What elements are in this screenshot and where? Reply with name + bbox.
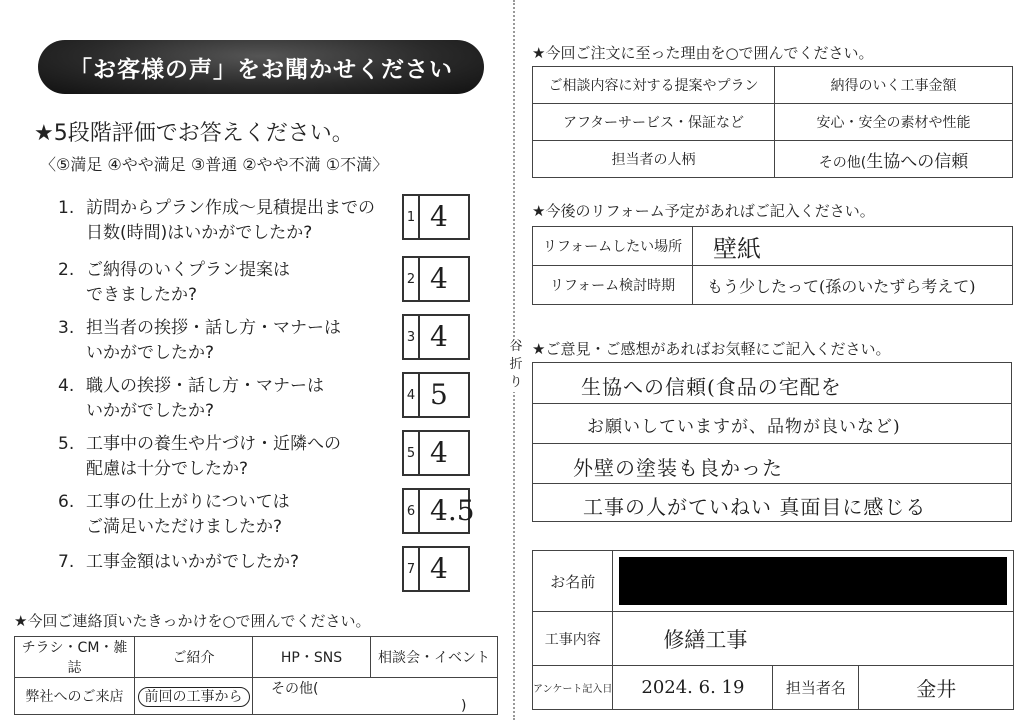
- option-flyer[interactable]: チラシ・CM・雑誌: [15, 637, 135, 678]
- question-3: 3. 担当者の挨拶・話し方・マナーは いかがでしたか?: [58, 318, 341, 363]
- reason-options-table: [532, 66, 1013, 178]
- answer-box-6[interactable]: 6 4.5: [402, 488, 470, 534]
- contact-options-table: [14, 636, 498, 715]
- reason-other-value: 生協への信頼: [866, 151, 969, 172]
- staff-value[interactable]: 金井: [859, 666, 1014, 710]
- plan-time-label: リフォーム検討時期: [533, 266, 693, 305]
- date-value[interactable]: 2024. 6. 19: [613, 666, 773, 710]
- reason-price[interactable]: 納得のいく工事金額: [775, 67, 1013, 104]
- opinion-line-3: 外壁の塗装も良かった: [573, 456, 783, 480]
- answer-value-6: 4.5: [430, 494, 475, 527]
- reason-materials[interactable]: 安心・安全の素材や性能: [775, 104, 1013, 141]
- question-4: 4. 職人の挨拶・話し方・マナーは いかがでしたか?: [58, 376, 324, 421]
- staff-label: 担当者名: [773, 666, 859, 710]
- fold-label: 谷折り: [509, 339, 523, 390]
- opinion-line-4: 工事の人がていねい 真面目に感じる: [583, 495, 927, 519]
- answer-value-2: 4: [430, 262, 448, 295]
- option-referral[interactable]: ご紹介: [135, 637, 253, 678]
- option-hp-sns[interactable]: HP・SNS: [253, 637, 371, 678]
- plan-section-title: ★今後のリフォーム予定があればご記入ください。: [532, 202, 875, 220]
- answer-value-1: 4: [430, 200, 448, 233]
- question-6: 6. 工事の仕上がりについては ご満足いただけましたか?: [58, 492, 290, 537]
- name-label: お名前: [533, 551, 613, 612]
- question-7: 7. 工事金額はいかがでしたか?: [58, 552, 300, 572]
- plan-place-value[interactable]: 壁紙: [693, 227, 1013, 266]
- plan-time-value[interactable]: もう少したって(孫のいたずら考えて): [693, 266, 1013, 305]
- answer-value-4: 5: [430, 378, 448, 411]
- reason-section-title: ★今回ご注文に至った理由を○で囲んでください。: [532, 44, 874, 62]
- name-field[interactable]: [613, 551, 1014, 612]
- rating-scale: 〈⑤満足 ④やや満足 ③普通 ②やや不満 ①不満〉: [40, 155, 389, 174]
- opinion-line-2: お願いしていますが、品物が良いなど): [587, 417, 901, 437]
- answer-value-7: 4: [430, 552, 448, 585]
- work-value[interactable]: 修繕工事: [613, 612, 1014, 666]
- work-label: 工事内容: [533, 612, 613, 666]
- redacted-name: [619, 557, 1007, 605]
- contact-section-title: ★今回ご連絡頂いたきっかけを○で囲んでください。: [14, 612, 371, 630]
- question-1: 1. 訪問からプラン作成〜見積提出までの 日数(時間)はいかがでしたか?: [58, 198, 375, 243]
- answer-box-7[interactable]: 7 4: [402, 546, 470, 592]
- answer-value-3: 4: [430, 320, 448, 353]
- answer-box-1[interactable]: 1 4: [402, 194, 470, 240]
- rating-section-title: ★5段階評価でお答えください。: [34, 121, 354, 146]
- date-label: アンケート記入日: [533, 666, 613, 710]
- question-2: 2. ご納得のいくプラン提案は できましたか?: [58, 260, 290, 305]
- reason-other[interactable]: その他(生協への信頼: [775, 141, 1013, 178]
- reason-proposal[interactable]: ご相談内容に対する提案やプラン: [533, 67, 775, 104]
- opinion-section-title: ★ご意見・ご感想があればお気軽にご記入ください。: [532, 340, 891, 358]
- option-event[interactable]: 相談会・イベント: [371, 637, 498, 678]
- reason-staff[interactable]: 担当者の人柄: [533, 141, 775, 178]
- answer-value-5: 4: [430, 436, 448, 469]
- opinion-line-1: 生協への信頼(食品の宅配を: [581, 375, 842, 399]
- reason-after-service[interactable]: アフターサービス・保証など: [533, 104, 775, 141]
- option-other[interactable]: その他(): [253, 678, 498, 715]
- answer-box-5[interactable]: 5 4: [402, 430, 470, 476]
- answer-box-4[interactable]: 4 5: [402, 372, 470, 418]
- option-store-visit[interactable]: 弊社へのご来店: [15, 678, 135, 715]
- ruled-line: [533, 443, 1011, 444]
- survey-title-banner: 「お客様の声」をお聞かせください: [38, 40, 484, 94]
- ruled-line: [533, 483, 1011, 484]
- answer-box-3[interactable]: 3 4: [402, 314, 470, 360]
- plan-place-label: リフォームしたい場所: [533, 227, 693, 266]
- selected-circle: 前回の工事から: [138, 687, 250, 707]
- plan-table: [532, 226, 1013, 305]
- opinion-area[interactable]: [532, 362, 1012, 522]
- question-5: 5. 工事中の養生や片づけ・近隣への 配慮は十分でしたか?: [58, 434, 341, 479]
- ruled-line: [533, 403, 1011, 404]
- option-previous-work[interactable]: [135, 678, 253, 715]
- customer-info-table: [532, 550, 1014, 710]
- answer-box-2[interactable]: 2 4: [402, 256, 470, 302]
